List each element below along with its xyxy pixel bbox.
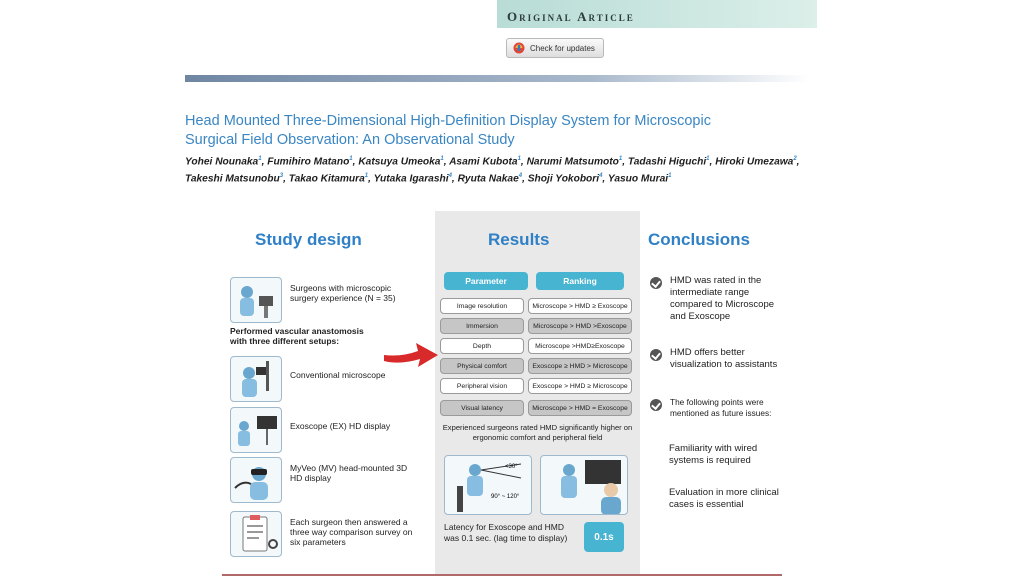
- latency-text: Latency for Exoscope and HMD was 0.1 sec. (lag time to display): [444, 522, 568, 543]
- author-affiliation: 1: [706, 156, 710, 162]
- author-affiliation: 1: [668, 173, 672, 180]
- ranking-cell: Microscope > HMD = Exoscope: [528, 400, 632, 416]
- ranking-header: Ranking: [536, 272, 624, 290]
- author-affiliation: 1: [517, 156, 521, 162]
- results-summary: Experienced surgeons rated HMD significantly higher on ergonomic comfort and peripheral field: [442, 423, 633, 442]
- author-affiliation: 4: [448, 173, 452, 180]
- author-affiliation: 4: [518, 173, 523, 180]
- svg-text:90° ~ 120°: 90° ~ 120°: [491, 494, 520, 500]
- conclusion-1: HMD was rated in the intermediate range compared to Microscope and Exoscope: [650, 275, 780, 323]
- svg-text:<30°: <30°: [505, 464, 518, 470]
- author-name: Hiroki Umezawa: [715, 156, 794, 168]
- article-type-label: Original Article: [507, 9, 635, 24]
- checkmark-icon: [650, 349, 662, 361]
- study-item-exoscope: Exoscope (EX) HD display: [230, 407, 410, 453]
- conventional-microscope-icon: [230, 356, 282, 402]
- author-affiliation: 1: [364, 173, 369, 180]
- author-name: Yasuo Murai: [607, 173, 669, 185]
- checkmark-icon: [650, 277, 662, 289]
- conclusions-heading: Conclusions: [648, 230, 751, 249]
- ranking-cell: Microscope > HMD >Exoscope: [528, 318, 632, 334]
- author-affiliation: 4: [599, 173, 603, 180]
- future-issue-2: Evaluation in more clinical cases is essential: [669, 487, 779, 510]
- author-name: Fumihiro Matano: [267, 156, 350, 168]
- results-heading: Results: [488, 230, 550, 249]
- author-affiliation: 1: [618, 156, 623, 162]
- ranking-cell: Microscope > HMD ≥ Exoscope: [528, 298, 632, 314]
- study-item-microscope: Conventional microscope: [230, 356, 410, 402]
- graphical-abstract: [222, 211, 782, 576]
- author-affiliation: 2: [793, 156, 797, 162]
- author-affiliation: 1: [349, 156, 353, 162]
- parameter-header: Parameter: [444, 272, 528, 290]
- checkmark-icon: [650, 399, 662, 411]
- conclusion-3: The following points were mentioned as future issues:: [650, 397, 780, 418]
- author-name: Takao Kitamura: [288, 173, 365, 185]
- article-type-banner: [497, 0, 817, 28]
- author-name: Ryuta Nakae: [457, 173, 519, 185]
- study-item-surgeons: Surgeons with microscopic surgery experience (N = 35): [230, 277, 410, 323]
- author-affiliation: 3: [279, 173, 284, 180]
- parameter-cell: Physical comfort: [440, 358, 524, 374]
- exoscope-display-icon: [230, 407, 282, 453]
- study-design-heading: Study design: [255, 230, 362, 249]
- author-name: Yohei Nounaka: [185, 156, 259, 168]
- paper-title: Head Mounted Three-Dimensional High-Definition Display System for Microscopic Surgical Field Observation: An Observational Study: [185, 113, 711, 148]
- author-name: Takeshi Matsunobu: [185, 173, 280, 185]
- author-name: Asami Kubota: [449, 156, 518, 168]
- parameter-cell: Immersion: [440, 318, 524, 334]
- red-arrow-icon: [382, 335, 440, 369]
- surgeon-microscope-icon: [230, 277, 282, 323]
- seated-hmd-illustration: [444, 455, 532, 515]
- ranking-cell: Exoscope > HMD ≥ Microscope: [528, 378, 632, 394]
- author-name: Katsuya Umeoka: [358, 156, 441, 168]
- author-name: Shoji Yokobori: [527, 173, 600, 185]
- parameter-cell: Peripheral vision: [440, 378, 524, 394]
- header-divider: [185, 75, 810, 82]
- ranking-cell: Microscope >HMD≥Exoscope: [528, 338, 632, 354]
- parameter-cell: Visual latency: [440, 400, 524, 416]
- check-for-updates-button[interactable]: [506, 38, 604, 58]
- assistant-view-illustration: [540, 455, 628, 515]
- head-mounted-display-icon: [230, 457, 282, 503]
- author-affiliation: 1: [440, 156, 444, 162]
- author-name: Narumi Matsumoto: [526, 156, 619, 168]
- conclusion-2: HMD offers better visualization to assistants: [650, 347, 780, 371]
- parameter-cell: Image resolution: [440, 298, 524, 314]
- check-updates-label: Check for updates: [530, 43, 595, 53]
- clipboard-survey-icon: [230, 511, 282, 557]
- setup-intro: Performed vascular anastomosis with three different setups:: [230, 326, 364, 346]
- author-affiliation: 1: [258, 156, 262, 162]
- author-name: Tadashi Higuchi: [627, 156, 707, 168]
- crossmark-icon: [513, 42, 525, 54]
- parameter-cell: Depth: [440, 338, 524, 354]
- ranking-cell: Exoscope ≥ HMD > Microscope: [528, 358, 632, 374]
- study-item-survey: Each surgeon then answered a three way comparison survey on six parameters: [230, 511, 415, 557]
- latency-value-badge: 0.1s: [584, 522, 624, 552]
- future-issue-1: Familiarity with wired systems is required: [669, 443, 758, 466]
- author-list: Yohei Nounaka$^1$, Fumihiro Matano$^1$, Katsuya Umeoka$^1$, Asami Kubota$^1$, Narumi Matsumoto$^1$, Tadashi Higuchi$^1$, Hiroki Umezawa$^2$, Takeshi Matsunobu$^3$, Takao Kitamura$^1$, Yutaka Igarashi$^4$, Ryuta Nakae$^4$, Shoji Yokobori$^4$, Yasuo Murai$^1$: [185, 156, 800, 185]
- author-name: Yutaka Igarashi: [373, 173, 449, 185]
- study-item-hmd: MyVeo (MV) head-mounted 3D HD display: [230, 457, 410, 503]
